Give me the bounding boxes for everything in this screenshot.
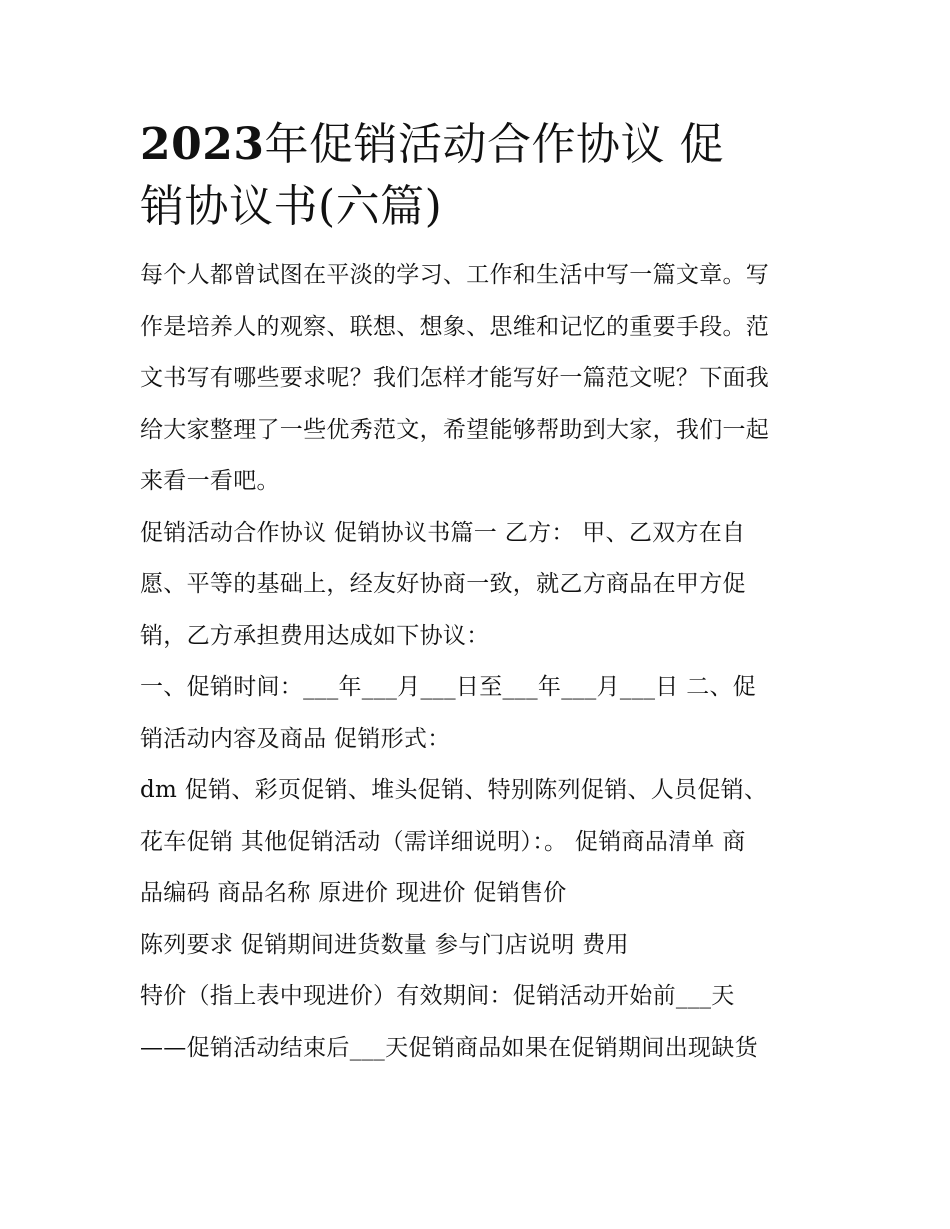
- document-title: [140, 114, 820, 238]
- text-line: 来看一看吧。: [140, 468, 280, 494]
- text-line: dm 促销、彩页促销、堆头促销、特别陈列促销、人员促销、: [140, 777, 768, 803]
- document-body: [140, 114, 820, 1074]
- text-line: 促销活动合作协议 促销协议书篇一 乙方： 甲、乙双方在自: [140, 519, 746, 546]
- text-line: 销活动内容及商品 促销形式：: [140, 725, 451, 752]
- title-line-1: [140, 114, 820, 176]
- text-line: 一、促销时间：___年___月___日至___年___月___日 二、促: [140, 674, 757, 700]
- text-line: 特价（指上表中现进价）有效期间：促销活动开始前___天: [140, 983, 735, 1009]
- document-text: [140, 250, 820, 1074]
- text-line: 作是培养人的观察、联想、想象、思维和记忆的重要手段。范: [140, 313, 770, 340]
- title-line-1-text: 年促销活动合作协议 促: [264, 119, 724, 170]
- text-line: ——促销活动结束后___天促销商品如果在促销期间出现缺货: [140, 1034, 758, 1061]
- text-line: 愿、平等的基础上，经友好协商一致，就乙方商品在甲方促: [140, 571, 746, 597]
- text-line: 给大家整理了一些优秀范文，希望能够帮助到大家，我们一起: [140, 416, 770, 443]
- text-line: 花车促销 其他促销活动（需详细说明）：。 促销商品清单 商: [140, 828, 746, 855]
- title-year: 2023: [140, 119, 265, 170]
- text-line: 陈列要求 促销期间进货数量 参与门店说明 费用: [140, 931, 629, 958]
- text-line: 销，乙方承担费用达成如下协议：: [140, 622, 490, 649]
- text-line: 文书写有哪些要求呢？我们怎样才能写好一篇范文呢？下面我: [140, 365, 770, 391]
- title-line-2: 销协议书(六篇): [140, 181, 443, 232]
- text-line: 每个人都曾试图在平淡的学习、工作和生活中写一篇文章。写: [140, 262, 770, 288]
- text-line: 品编码 商品名称 原进价 现进价 促销售价: [140, 880, 567, 906]
